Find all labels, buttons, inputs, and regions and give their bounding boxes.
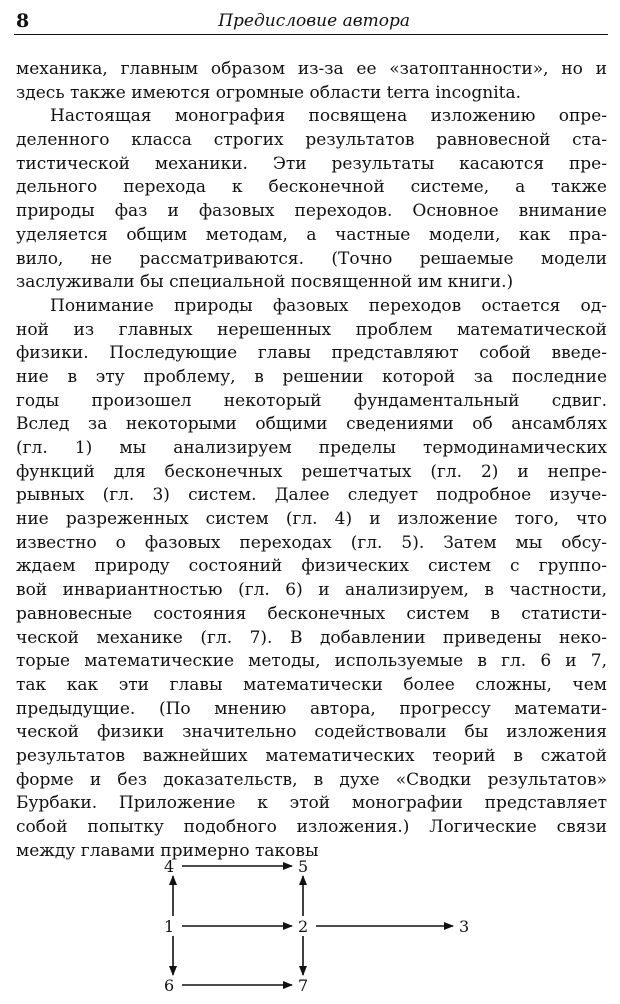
- text-line: деленного класса строгих результатов равновесной ста-: [16, 130, 607, 151]
- text-line: тистической механики. Эти результаты касаются пре-: [16, 153, 607, 174]
- text-line: рывных (гл. 3) систем. Далее следует подробное изуче-: [16, 485, 607, 506]
- page-header: [14, 8, 608, 35]
- text-line: вой инвариантностью (гл. 6) и анализируем, в частности,: [16, 580, 607, 601]
- text-line: собой попытку подобного изложения.) Логические связи: [16, 817, 607, 837]
- node-1: 1: [164, 917, 175, 936]
- text-line: между главами примерно таковы: [16, 840, 319, 861]
- node-7: 7: [298, 976, 309, 995]
- running-title: Предисловие автора: [218, 11, 410, 31]
- node-2: 2: [298, 917, 309, 936]
- text-line: природы фаз и фазовых переходов. Основное внимание: [16, 201, 607, 222]
- text-line: равновесные состояния бесконечных систем в статисти-: [16, 603, 607, 624]
- text-line: вило, не рассматриваются. (Точно решаемые модели: [16, 248, 607, 269]
- text-line: Бурбаки. Приложение к этой монографии представляет: [16, 793, 607, 814]
- text-line: функций для бесконечных решетчатых (гл. 2) и непре-: [16, 461, 607, 482]
- page-number: 8: [16, 10, 30, 32]
- text-line: годы произошел некоторый фундаментальный сдвиг.: [16, 390, 607, 411]
- text-line: ние в эту проблему, в решении которой за последние: [16, 366, 607, 387]
- paragraph-start-line: Настоящая монография посвящена изложению опре-: [50, 106, 607, 127]
- text-line: физики. Последующие главы представляют собой введе-: [16, 343, 607, 364]
- paragraph-start-line: Понимание природы фазовых переходов остается од-: [50, 295, 607, 316]
- text-line: так как эти главы математически более сложны, чем: [16, 674, 607, 695]
- diagram-canvas: [150, 848, 490, 998]
- node-5: 5: [298, 857, 309, 876]
- text-line: известно о фазовых переходах (гл. 5). Затем мы обсу-: [16, 532, 607, 553]
- text-line: ной из главных нерешенных проблем математической: [16, 319, 607, 340]
- text-line: (гл. 1) мы анализируем пределы термодинамических: [16, 438, 607, 458]
- text-line: предыдущие. (По мнению автора, прогрессу математи-: [16, 698, 607, 719]
- text-line: дельного перехода к бесконечной системе, а также: [16, 177, 607, 198]
- node-3: 3: [459, 917, 470, 936]
- text-line: механика, главным образом из-за ее «затоптанности», но и: [16, 59, 607, 79]
- node-6: 6: [164, 976, 175, 995]
- text-line: здесь также имеются огромные области terra incognita.: [16, 82, 522, 103]
- text-line: форме и без доказательств, в духе «Сводки результатов»: [16, 769, 607, 790]
- text-line: результатов важнейших математических теорий в сжатой: [16, 745, 607, 766]
- text-line: заслуживали бы специальной посвященной им книги.): [16, 272, 514, 293]
- text-line: ческой механике (гл. 7). В добавлении приведены неко-: [16, 627, 607, 648]
- body-text: [16, 58, 607, 863]
- node-4: 4: [164, 857, 175, 876]
- text-line: ждаем природу состояний физических систем с группо-: [16, 556, 607, 577]
- chapter-dependency-diagram: [150, 848, 490, 998]
- text-line: ние разреженных систем (гл. 4) и изложение того, что: [16, 509, 607, 530]
- text-line: торые математические методы, используемые в гл. 6 и 7,: [16, 651, 607, 672]
- text-line: ческой физики значительно содействовали бы изложения: [16, 722, 607, 743]
- text-line: уделяется общим методам, а частные модели, как пра-: [16, 224, 607, 245]
- text-line: Вслед за некоторыми общими сведениями об ансамблях: [16, 414, 607, 435]
